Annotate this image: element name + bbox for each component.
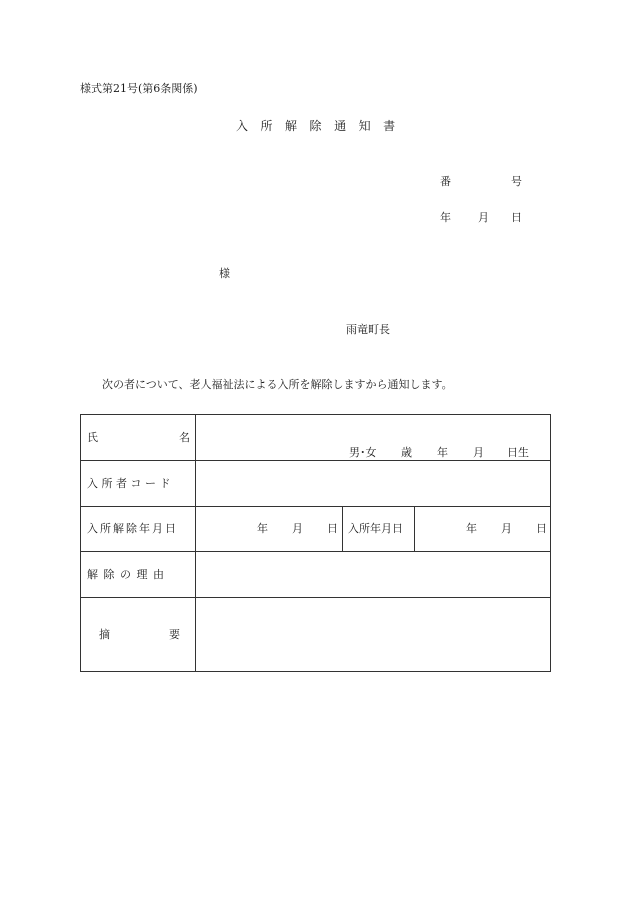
birth-day-label: 日生 [507, 446, 529, 459]
cell-divider [414, 506, 415, 551]
issue-day-label: 日 [511, 211, 522, 224]
title-char: 入 [236, 119, 249, 133]
title-char: 除 [309, 119, 323, 133]
row-divider [81, 597, 550, 598]
document-title [236, 120, 408, 132]
name-label-first: 氏 [87, 431, 98, 444]
document-number-suffix: 号 [511, 175, 522, 188]
issue-year-label: 年 [440, 211, 451, 224]
title-char: 書 [383, 119, 396, 133]
row-divider [81, 506, 550, 507]
title-char: 通 [334, 119, 347, 133]
gender-field[interactable]: 男･女 [349, 446, 377, 459]
release-date-label: 入所解除年月日 [87, 522, 178, 535]
issue-month-label: 月 [478, 211, 489, 224]
addressee-suffix: 様 [219, 267, 230, 280]
summary-label-second: 要 [169, 628, 180, 641]
name-label-second: 名 [179, 431, 190, 444]
issuer-name: 雨竜町長 [346, 323, 390, 336]
document-number-label: 番 [440, 175, 451, 188]
admission-day-label: 日 [536, 522, 547, 535]
cell-divider [342, 506, 343, 551]
title-char: 所 [260, 119, 274, 133]
notice-table [80, 414, 551, 672]
release-day-label: 日 [327, 522, 338, 535]
birth-year-label: 年 [437, 446, 448, 459]
form-number: 様式第21号(第6条関係) [80, 82, 198, 95]
resident-code-label: 入 所 者 コ ー ド [87, 477, 171, 490]
summary-label-first: 摘 [99, 628, 110, 641]
notice-body-text: 次の者について、老人福祉法による入所を解除しますから通知します。 [102, 378, 453, 391]
title-char: 解 [285, 119, 298, 133]
release-reason-label: 解 除 の 理 由 [87, 568, 165, 581]
age-unit-label: 歳 [401, 446, 412, 459]
release-month-label: 月 [292, 522, 303, 535]
admission-year-label: 年 [466, 522, 477, 535]
birth-month-label: 月 [473, 446, 484, 459]
title-char: 知 [358, 119, 372, 133]
admission-date-label: 入所年月日 [348, 522, 403, 535]
label-column-divider [195, 415, 196, 671]
admission-month-label: 月 [501, 522, 512, 535]
release-year-label: 年 [257, 522, 268, 535]
row-divider [81, 460, 550, 461]
row-divider [81, 551, 550, 552]
